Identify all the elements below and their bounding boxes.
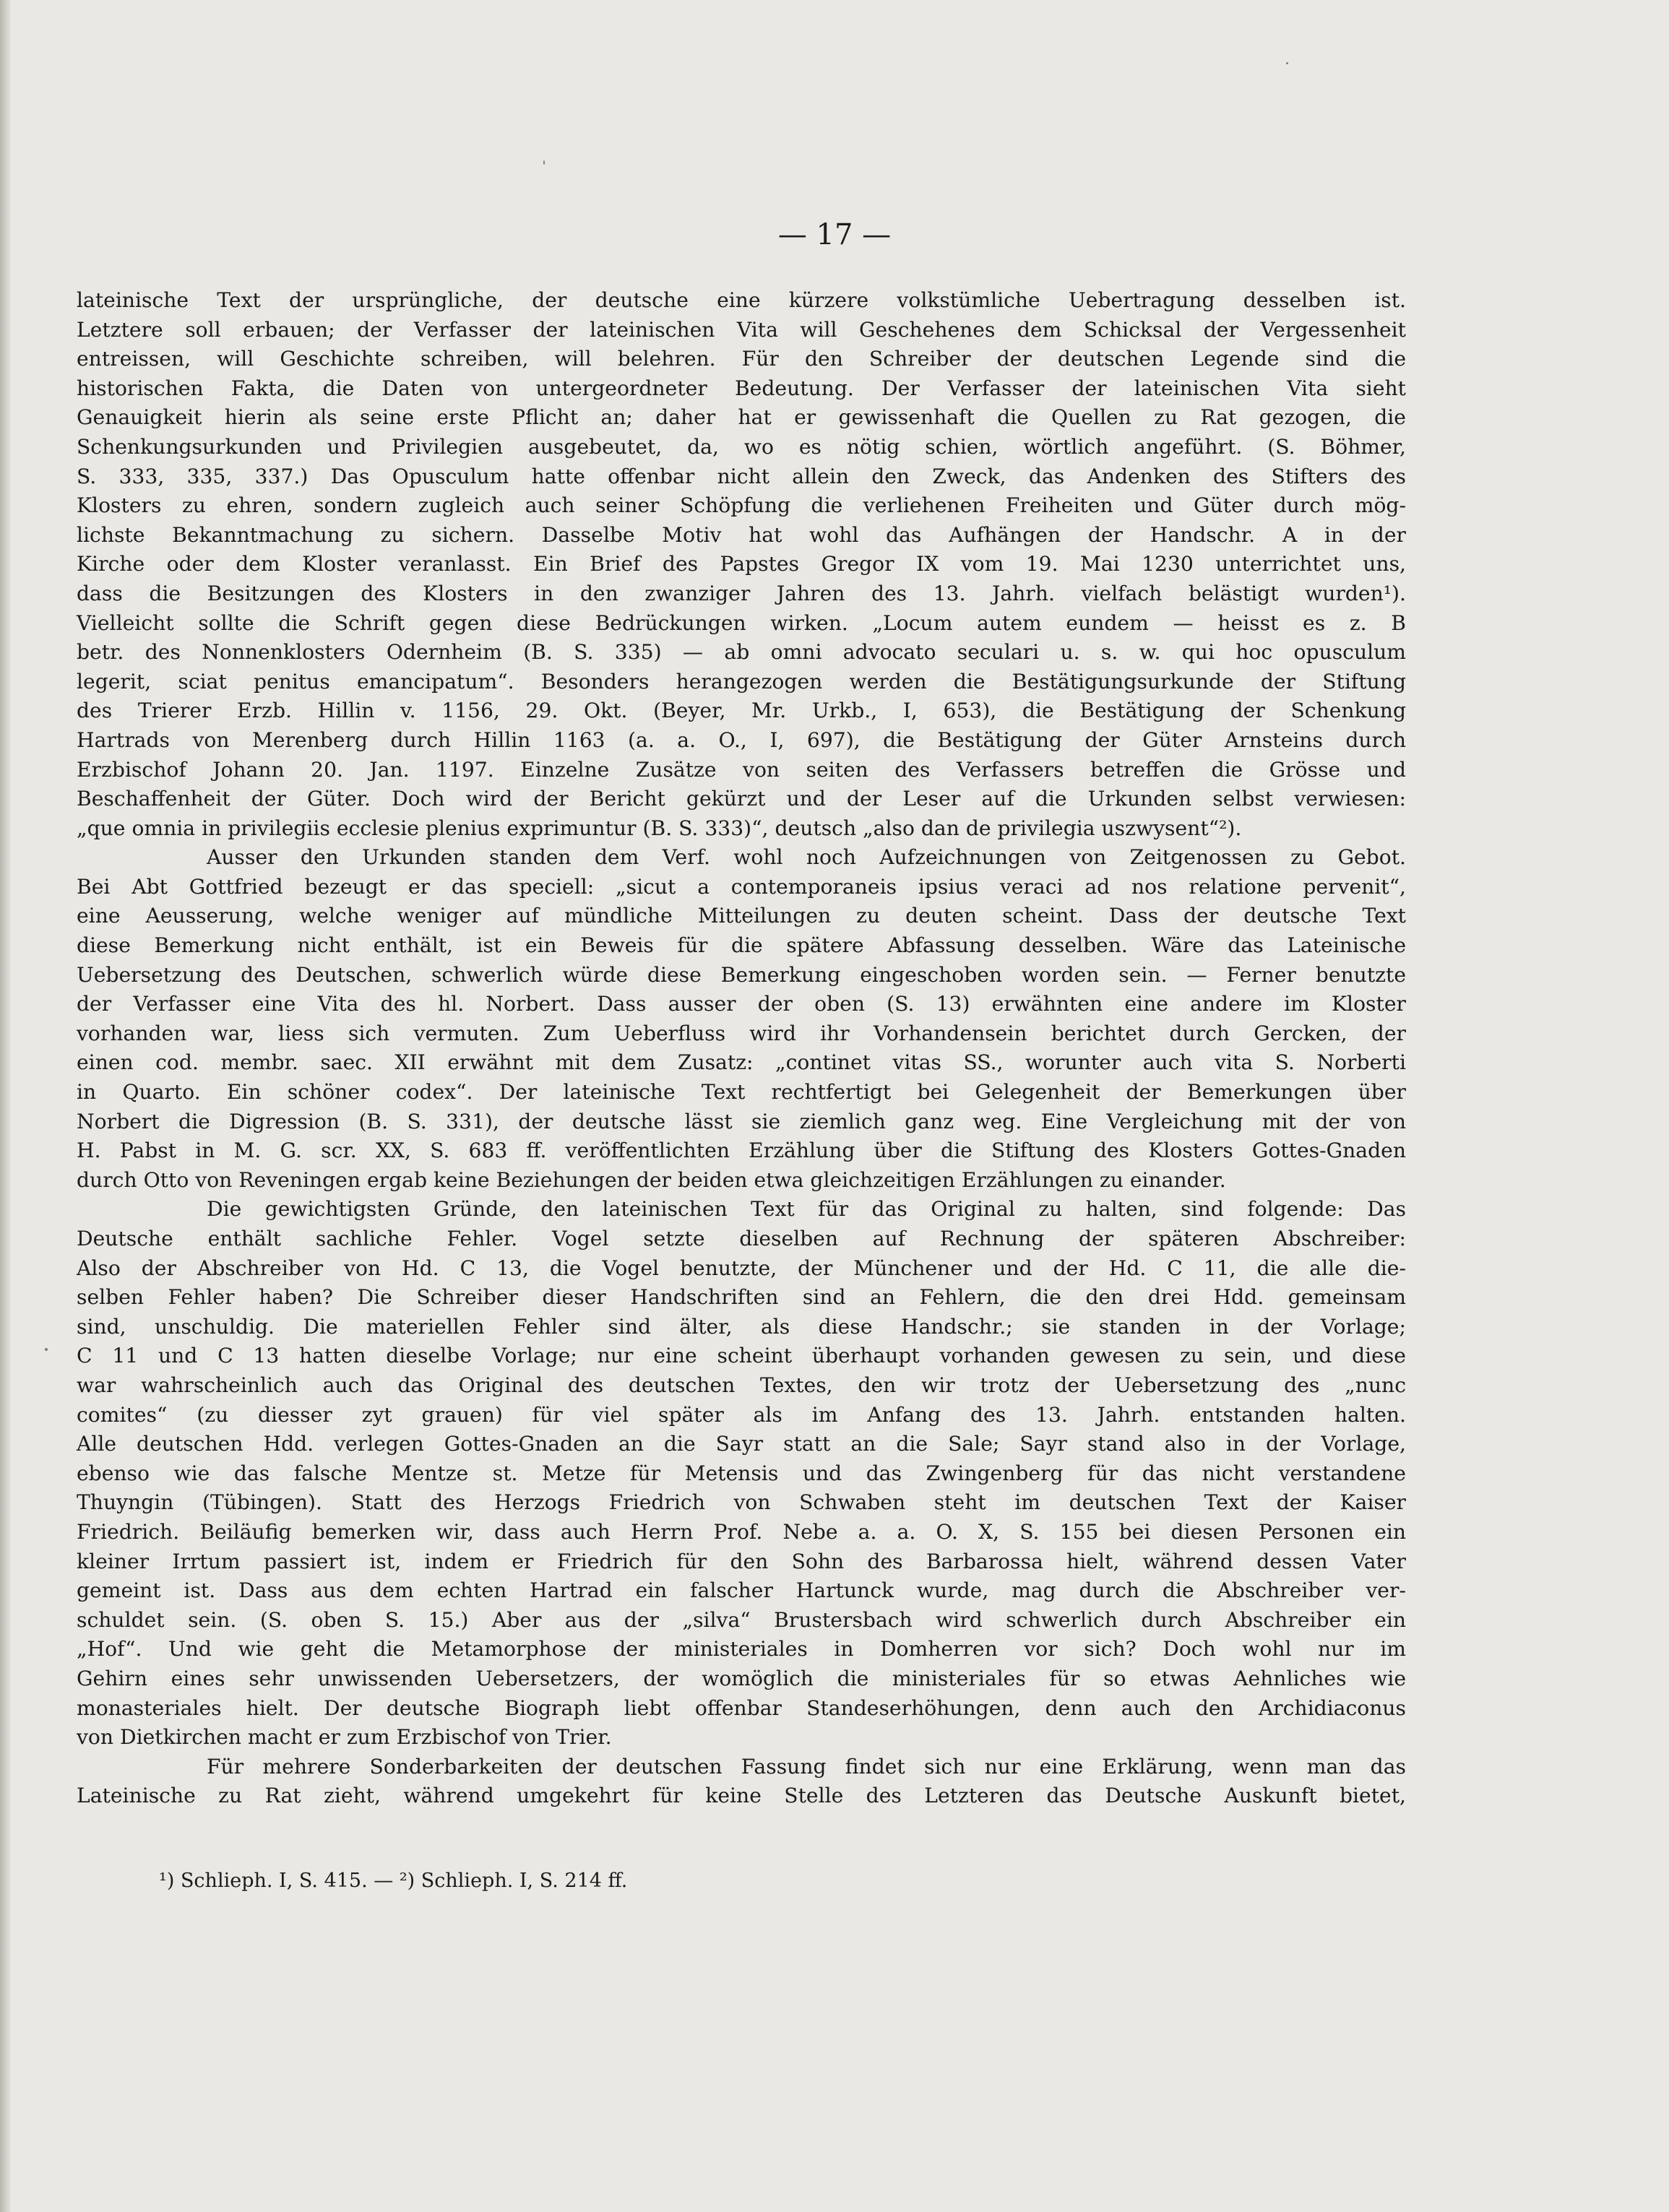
text-line: einen cod. membr. saec. XII erwähnt mit dem Zusatz: „continet vitas SS., worunter auch vita S. Norberti <box>77 1050 1406 1075</box>
text-line: Schenkungsurkunden und Privilegien ausgebeutet, da, wo es nötig schien, wörtlich angeführt. (S. Böhmer, <box>77 434 1406 459</box>
text-line: legerit, sciat penitus emancipatum“. Besonders herangezogen werden die Bestätigungsurkunde der Stiftung <box>77 669 1406 694</box>
text-line: vorhanden war, liess sich vermuten. Zum Ueberfluss wird ihr Vorhandensein berichtet durch Gercken, der <box>77 1021 1406 1045</box>
text-line: dass die Besitzungen des Klosters in den zwanziger Jahren des 13. Jahrh. vielfach belästigt wurden¹). <box>77 581 1406 605</box>
text-line: Beschaffenheit der Güter. Doch wird der Bericht gekürzt und der Leser auf die Urkunden selbst verwiesen: <box>77 787 1406 811</box>
ink-speck <box>45 1348 48 1351</box>
text-line: Thuyngin (Tübingen). Statt des Herzogs Friedrich von Schwaben steht im deutschen Text der Kaiser <box>77 1490 1406 1515</box>
text-line: Gehirn eines sehr unwissenden Uebersetzers, der womöglich die ministeriales für so etwas Aehnliches wie <box>77 1666 1406 1690</box>
text-line: Für mehrere Sonderbarkeiten der deutschen Fassung findet sich nur eine Erklärung, wenn man das <box>207 1754 1406 1779</box>
text-line: „que omnia in privilegiis ecclesie plenius exprimuntur (B. S. 333)“, deutsch „also dan de privilegia uszwysent“²). <box>77 816 1242 840</box>
text-line: C 11 und C 13 hatten dieselbe Vorlage; nur eine scheint überhaupt vorhanden gewesen zu sein, und diese <box>77 1344 1406 1368</box>
text-line: lateinische Text der ursprüngliche, der deutsche eine kürzere volkstümliche Uebertragung desselben ist. <box>77 288 1406 312</box>
page-edge-shadow <box>0 0 10 2212</box>
text-line: der Verfasser eine Vita des hl. Norbert. Dass ausser der oben (S. 13) erwähnten eine andere im Kloster <box>77 992 1406 1016</box>
text-line: Ausser den Urkunden standen dem Verf. wohl noch Aufzeichnungen von Zeitgenossen zu Gebot. <box>207 845 1406 870</box>
footnotes: ¹) Schlieph. I, S. 415. — ²) Schlieph. I, S. 214 ff. <box>159 1870 628 1892</box>
text-line: monasteriales hielt. Der deutsche Biograph liebt offenbar Standeserhöhungen, denn auch den Archidiaconus <box>77 1695 1406 1720</box>
text-line: historischen Fakta, die Daten von untergeordneter Bedeutung. Der Verfasser der lateinischen Vita sieht <box>77 376 1406 400</box>
text-line: Bei Abt Gottfried bezeugt er das speciell: „sicut a contemporaneis ipsius veraci ad nos relatione pervenit“, <box>77 874 1406 899</box>
text-line: sind, unschuldig. Die materiellen Fehler sind älter, als diese Handschr.; sie standen in der Vorlage; <box>77 1314 1406 1339</box>
text-line: Lateinische zu Rat zieht, während umgekehrt für keine Stelle des Letzteren das Deutsche Auskunft bietet, <box>77 1784 1406 1808</box>
text-line: von Dietkirchen macht er zum Erzbischof von Trier. <box>77 1725 612 1750</box>
text-line: selben Fehler haben? Die Schreiber dieser Handschriften sind an Fehlern, die den drei Hdd. gemeinsam <box>77 1285 1406 1310</box>
text-line: betr. des Nonnenklosters Odernheim (B. S. 335) — ab omni advocato seculari u. s. w. qui hoc opusculum <box>77 640 1406 665</box>
text-line: Letztere soll erbauen; der Verfasser der lateinischen Vita will Geschehenes dem Schicksal der Vergessenheit <box>77 317 1406 342</box>
text-line: gemeint ist. Dass aus dem echten Hartrad ein falscher Hartunck wurde, mag durch die Abschreiber ver- <box>77 1578 1406 1603</box>
text-line: schuldet sein. (S. oben S. 15.) Aber aus der „silva“ Brustersbach wird schwerlich durch Abschreiber ein <box>77 1607 1406 1632</box>
text-line: des Trierer Erzb. Hillin v. 1156, 29. Okt. (Beyer, Mr. Urkb., I, 653), die Bestätigung der Schenkung <box>77 699 1406 723</box>
text-line: Friedrich. Beiläufig bemerken wir, dass auch Herrn Prof. Nebe a. a. O. X, S. 155 bei diesen Personen ein <box>77 1519 1406 1544</box>
text-line: Uebersetzung des Deutschen, schwerlich würde diese Bemerkung eingeschoben worden sein. — Ferner benutzte <box>77 962 1406 987</box>
text-line: durch Otto von Reveningen ergab keine Beziehungen der beiden etwa gleichzeitigen Erzählungen zu einander. <box>77 1167 1226 1192</box>
body-text <box>77 286 1406 1811</box>
text-line: Die gewichtigsten Gründe, den lateinischen Text für das Original zu halten, sind folgende: Das <box>207 1197 1406 1222</box>
text-line: H. Pabst in M. G. scr. XX, S. 683 ff. veröffentlichten Erzählung über die Stiftung des Klosters Gottes-Gnaden <box>77 1139 1406 1163</box>
text-line: Also der Abschreiber von Hd. C 13, die Vogel benutzte, der Münchener und der Hd. C 11, die alle die- <box>77 1256 1406 1280</box>
ink-speck <box>1286 62 1288 64</box>
text-line: entreissen, will Geschichte schreiben, will belehren. Für den Schreiber der deutschen Legende sind die <box>77 347 1406 371</box>
text-line: kleiner Irrtum passiert ist, indem er Friedrich für den Sohn des Barbarossa hielt, während dessen Vater <box>77 1549 1406 1573</box>
text-line: Erzbischof Johann 20. Jan. 1197. Einzelne Zusätze von seiten des Verfassers betreffen die Grösse und <box>77 757 1406 782</box>
text-line: war wahrscheinlich auch das Original des deutschen Textes, den wir trotz der Uebersetzung des „nunc <box>77 1373 1406 1397</box>
text-line: Klosters zu ehren, sondern zugleich auch seiner Schöpfung die verliehenen Freiheiten und Güter durch mög- <box>77 493 1406 518</box>
text-line: S. 333, 335, 337.) Das Opusculum hatte offenbar nicht allein den Zweck, das Andenken des Stifters des <box>77 464 1406 488</box>
text-line: „Hof“. Und wie geht die Metamorphose der ministeriales in Domherren vor sich? Doch wohl nur im <box>77 1637 1406 1662</box>
text-line: lichste Bekanntmachung zu sichern. Dasselbe Motiv hat wohl das Aufhängen der Handschr. A in der <box>77 522 1406 547</box>
text-line: in Quarto. Ein schöner codex“. Der lateinische Text rechtfertigt bei Gelegenheit der Bemerkungen über <box>77 1080 1406 1105</box>
text-line: ebenso wie das falsche Mentze st. Metze für Metensis und das Zwingenberg für das nicht verstandene <box>77 1461 1406 1485</box>
text-line: Kirche oder dem Kloster veranlasst. Ein Brief des Papstes Gregor IX vom 19. Mai 1230 unterrichtet uns, <box>77 552 1406 576</box>
text-line: Vielleicht sollte die Schrift gegen diese Bedrückungen wirken. „Locum autem eundem — heisst es z. B <box>77 610 1406 635</box>
text-line: Deutsche enthält sachliche Fehler. Vogel setzte dieselben auf Rechnung der späteren Abschreiber: <box>77 1227 1406 1250</box>
text-line: Alle deutschen Hdd. verlegen Gottes-Gnaden an die Sayr statt an die Sale; Sayr stand also in der Vorlage, <box>77 1432 1406 1456</box>
page-number: — 17 — <box>777 218 892 251</box>
text-line: diese Bemerkung nicht enthält, ist ein Beweis für die spätere Abfassung desselben. Wäre das Lateinische <box>77 933 1406 958</box>
text-line: Genauigkeit hierin als seine erste Pflicht an; daher hat er gewissenhaft die Quellen zu Rat gezogen, die <box>77 405 1406 430</box>
text-line: comites“ (zu diesser zyt grauen) für viel später als im Anfang des 13. Jahrh. entstanden halten. <box>77 1402 1406 1427</box>
ink-speck <box>543 160 545 165</box>
text-line: Hartrads von Merenberg durch Hillin 1163 (a. a. O., I, 697), die Bestätigung der Güter Arnsteins durch <box>77 727 1406 752</box>
text-line: Norbert die Digression (B. S. 331), der deutsche lässt sie ziemlich ganz weg. Eine Vergleichung mit der von <box>77 1109 1406 1133</box>
text-line: eine Aeusserung, welche weniger auf mündliche Mitteilungen zu deuten scheint. Dass der deutsche Text <box>77 904 1406 928</box>
